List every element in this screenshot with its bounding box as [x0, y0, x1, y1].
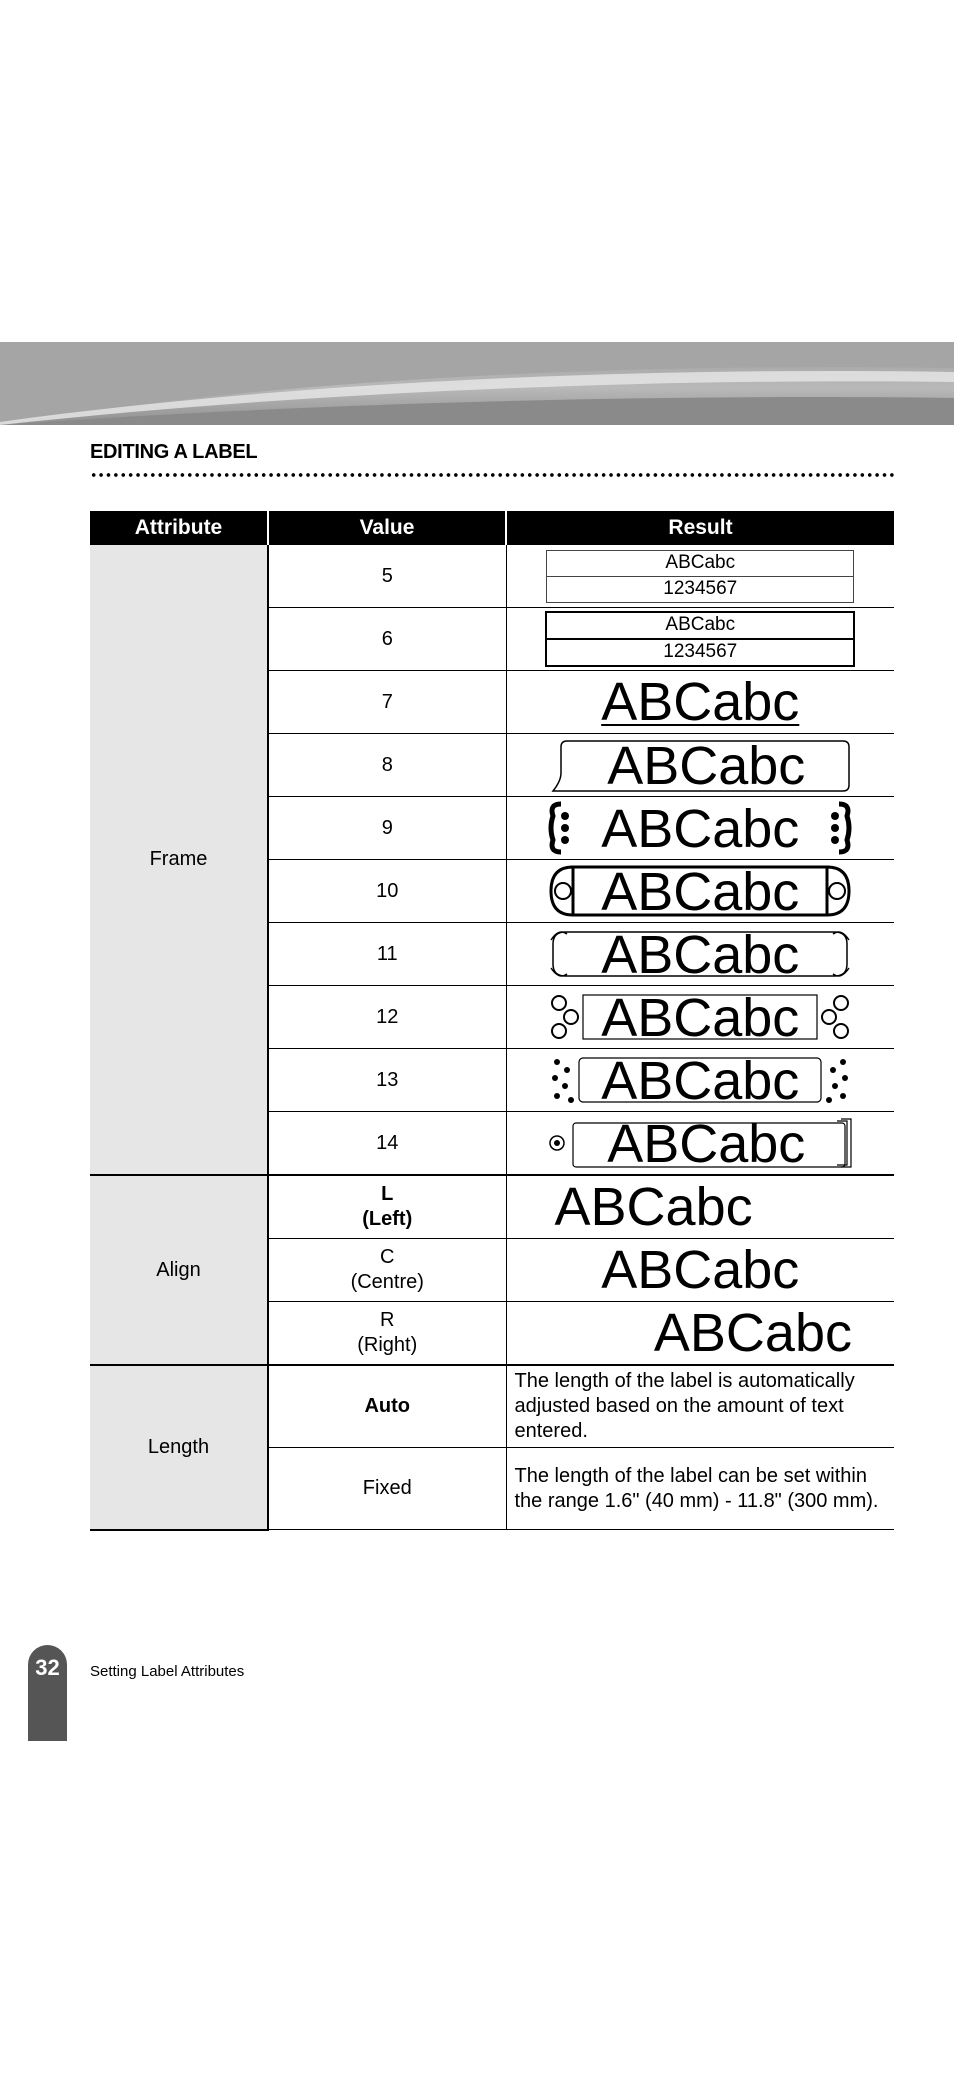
value-cell: 13 [268, 1049, 506, 1112]
result-cell [506, 734, 894, 797]
header-value: Value [268, 511, 506, 545]
sample-text: ABCabc [601, 862, 800, 922]
sample-line-2: 1234567 [663, 577, 738, 599]
value-code: C [380, 1246, 395, 1268]
frame-10-sample [547, 862, 853, 922]
sample-line-1: ABCabc [547, 613, 853, 640]
value-cell: 14 [268, 1112, 506, 1176]
align-right-sample: ABCabc [653, 1303, 852, 1363]
page-number: 32 [35, 1655, 60, 1680]
page-number-tab [28, 1645, 67, 1741]
frame-12-sample [547, 988, 853, 1048]
value-cell: Auto [268, 1365, 506, 1448]
result-cell: The length of the label can be set within the range 1.6" (40 mm) - 11.8" (300 mm). [506, 1448, 894, 1530]
result-cell [506, 986, 894, 1049]
result-cell [506, 608, 894, 671]
table-header-row [90, 511, 894, 545]
align-left-sample: ABCabc [554, 1177, 753, 1237]
value-cell: Fixed [268, 1448, 506, 1530]
header-attribute: Attribute [90, 511, 268, 545]
value-code: R [380, 1309, 395, 1331]
attribute-frame: Frame [90, 545, 268, 1175]
frame-8-sample [547, 736, 853, 796]
header-band [0, 342, 954, 425]
result-cell [506, 923, 894, 986]
value-cell: 7 [268, 671, 506, 734]
result-cell [506, 545, 894, 608]
value-cell: 10 [268, 860, 506, 923]
value-cell: 11 [268, 923, 506, 986]
result-cell [506, 860, 894, 923]
table-row [90, 1175, 894, 1239]
attribute-length: Length [90, 1365, 268, 1530]
frame-9-sample [547, 799, 853, 859]
result-cell [506, 671, 894, 734]
frame-7-sample: ABCabc [601, 672, 800, 732]
table-row [90, 1365, 894, 1448]
value-cell: 8 [268, 734, 506, 797]
sample-text: ABCabc [601, 988, 800, 1048]
result-cell [506, 1302, 894, 1366]
value-label: (Centre) [350, 1271, 424, 1293]
value-cell [268, 1239, 506, 1302]
result-cell: The length of the label is automatically adjusted based on the amount of text entered. [506, 1365, 894, 1448]
frame-6-sample [545, 611, 855, 667]
value-cell [268, 1302, 506, 1366]
dotted-divider [90, 472, 894, 478]
table-row [90, 545, 894, 608]
value-label: (Left) [362, 1208, 413, 1230]
frame-13-sample [547, 1051, 853, 1111]
value-cell [268, 1175, 506, 1239]
sample-text: ABCabc [601, 799, 800, 859]
header-result: Result [506, 511, 894, 545]
frame-11-sample [547, 925, 853, 985]
sample-line-1: ABCabc [547, 551, 853, 577]
value-cell: 6 [268, 608, 506, 671]
value-cell: 12 [268, 986, 506, 1049]
value-code: L [381, 1183, 394, 1205]
result-cell [506, 1049, 894, 1112]
attribute-table [90, 511, 894, 1531]
attribute-align: Align [90, 1175, 268, 1365]
sample-text: ABCabc [601, 1051, 800, 1111]
sample-line-2: 1234567 [663, 641, 738, 662]
sample-text: ABCabc [601, 925, 800, 985]
header-swoosh [0, 342, 954, 425]
footer-section-name: Setting Label Attributes [90, 1663, 245, 1680]
result-cell [506, 1239, 894, 1302]
value-cell: 5 [268, 545, 506, 608]
frame-5-sample [546, 550, 854, 603]
frame-14-sample [547, 1114, 853, 1174]
sample-text: ABCabc [607, 736, 806, 796]
result-cell [506, 1175, 894, 1239]
value-cell: 9 [268, 797, 506, 860]
align-centre-sample: ABCabc [601, 1240, 800, 1300]
result-cell [506, 797, 894, 860]
result-cell [506, 1112, 894, 1176]
section-title: EDITING A LABEL [90, 441, 258, 463]
value-label: (Right) [357, 1334, 418, 1356]
sample-text: ABCabc [607, 1114, 806, 1174]
